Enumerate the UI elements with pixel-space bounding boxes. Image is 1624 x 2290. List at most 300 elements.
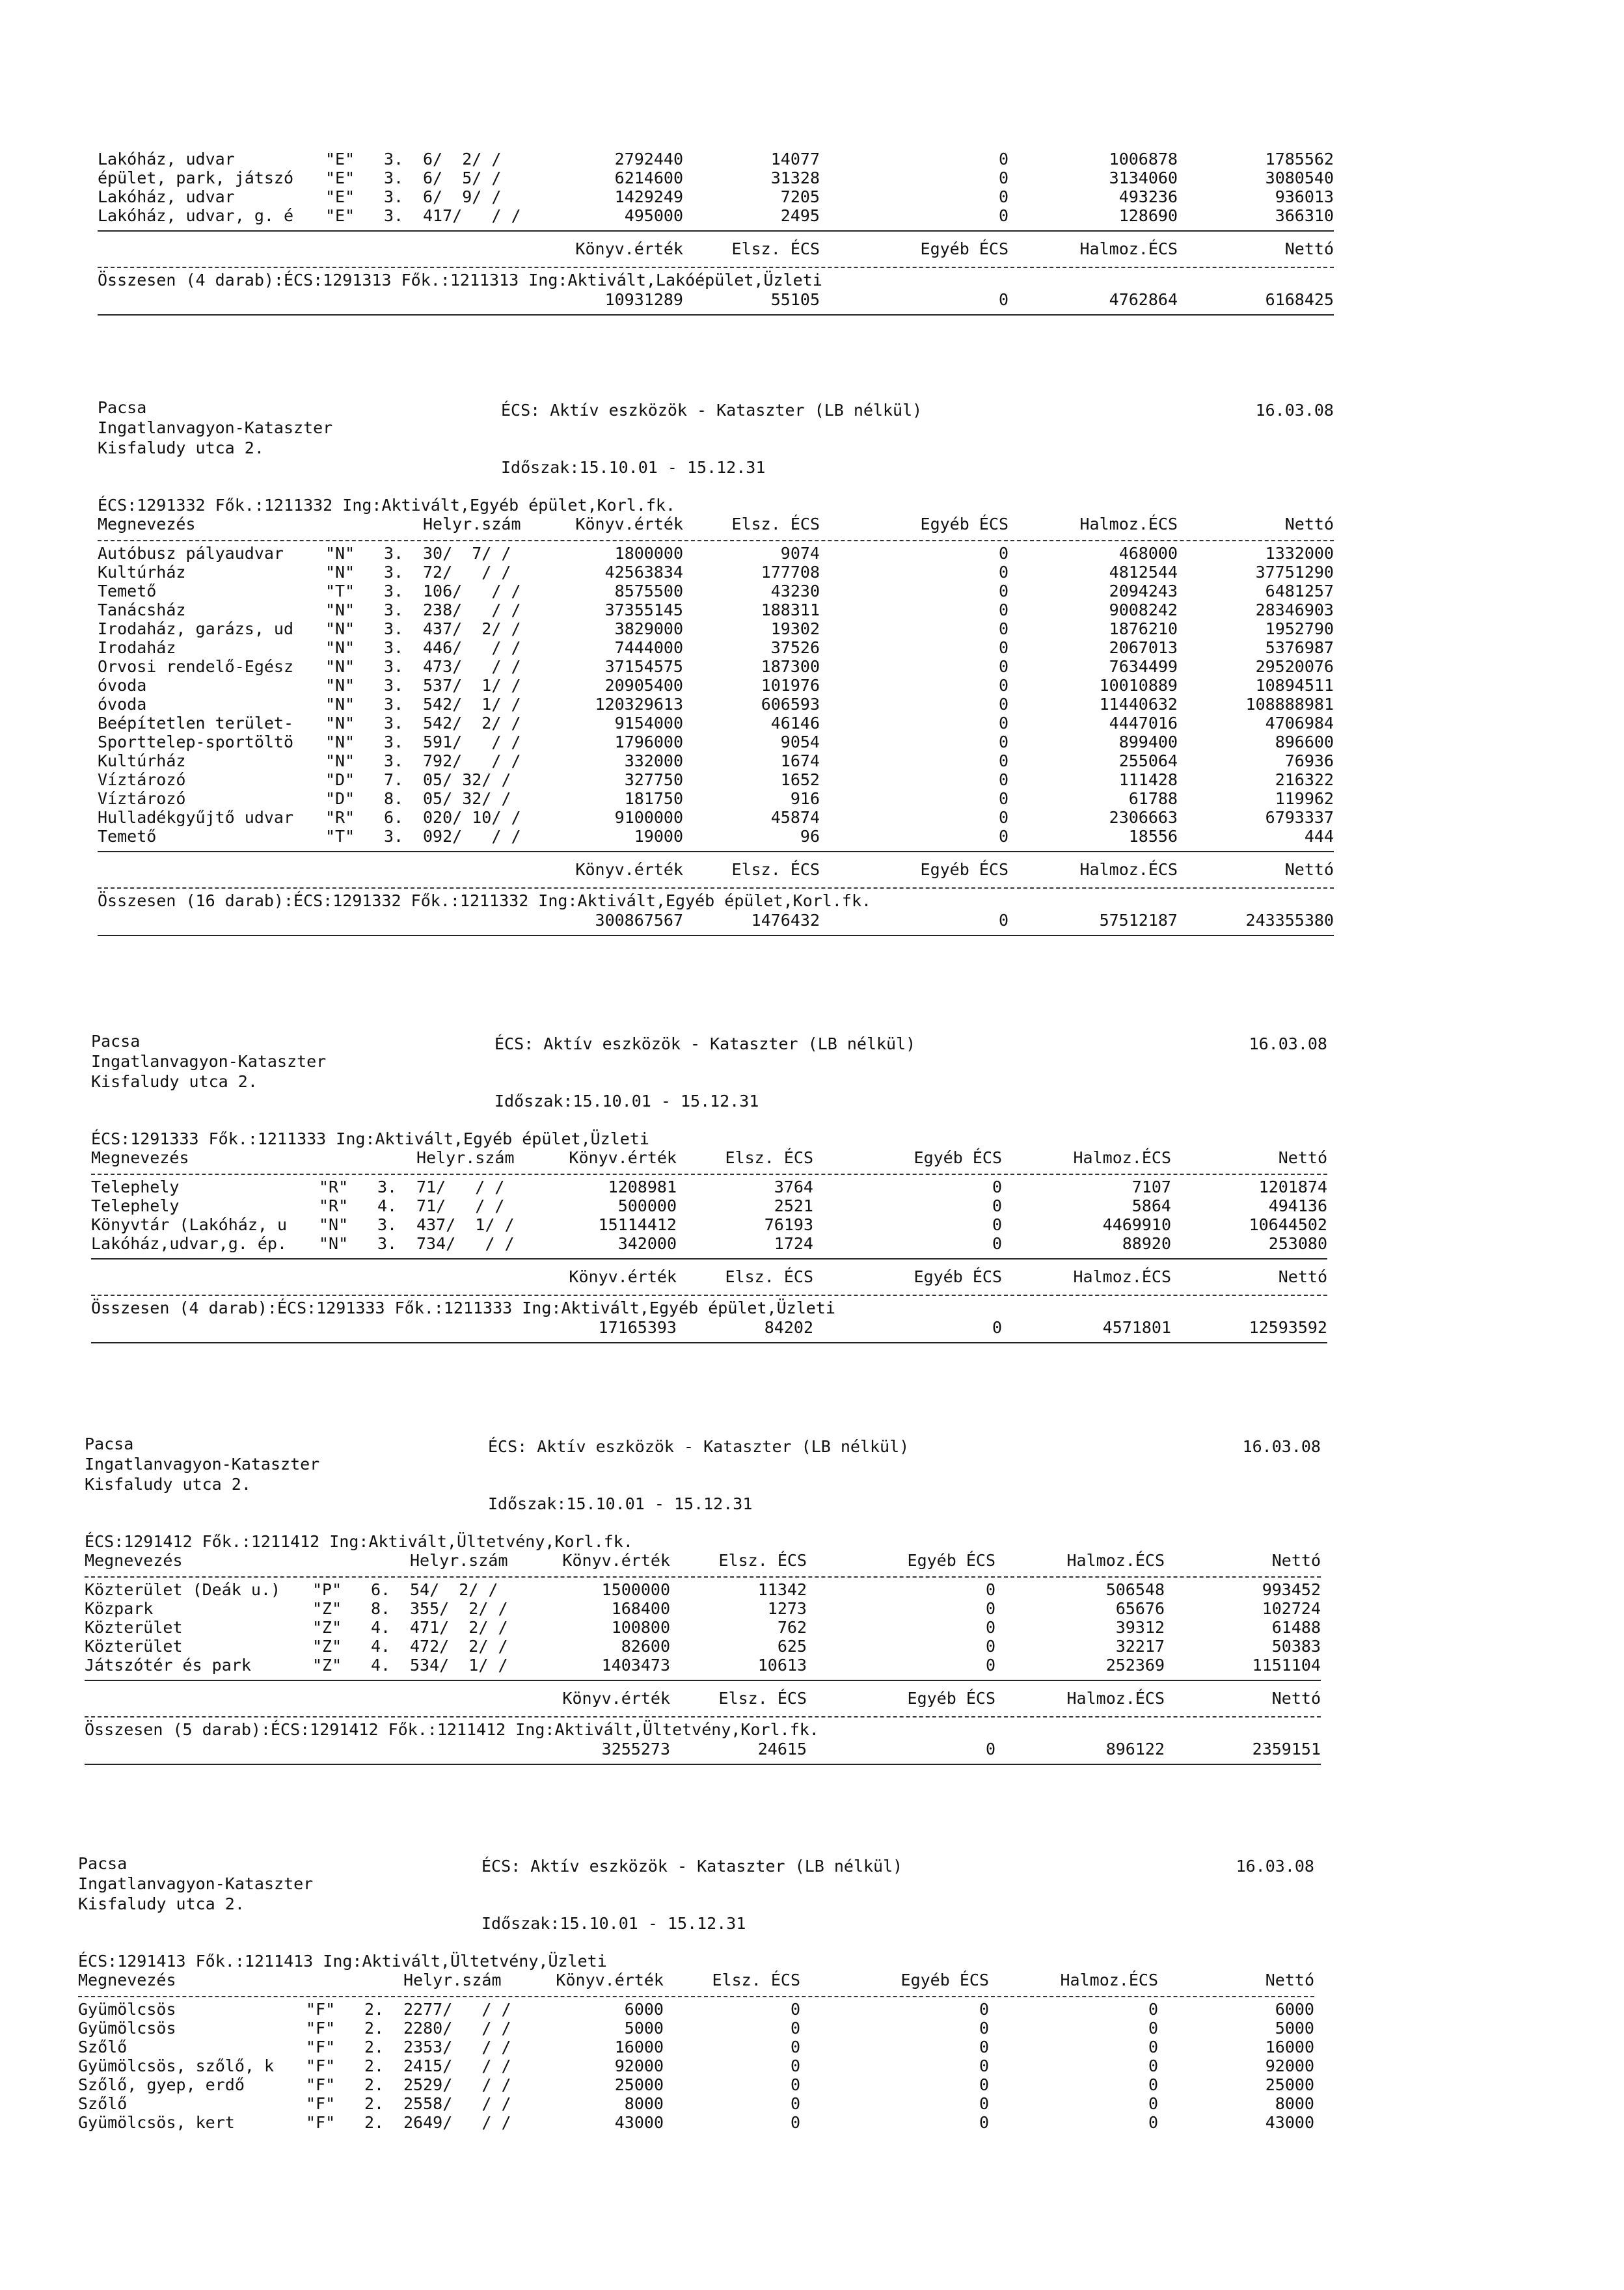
cell-elsz: 76193 <box>764 1215 813 1234</box>
cell-code: "N" <box>325 751 355 770</box>
cell-name: Közterület (Deák u.) <box>85 1580 281 1599</box>
table-row <box>78 2056 1314 2075</box>
cell-elsz: 0 <box>790 2113 800 2132</box>
cell-halmoz: 7634499 <box>1109 657 1178 676</box>
cell-name: Könyvtár (Lakóház, u <box>91 1215 288 1234</box>
total-egyeb: 0 <box>985 1740 995 1758</box>
cell-code: "T" <box>325 582 355 600</box>
cell-egyeb: 0 <box>998 751 1008 770</box>
cell-konyv: 327750 <box>624 770 683 789</box>
column-header <box>98 515 1334 533</box>
table-row <box>78 2019 1314 2038</box>
cell-netto: 16000 <box>1265 2038 1314 2056</box>
cell-code: "N" <box>325 695 355 714</box>
org-subtitle: Ingatlanvagyon-Kataszter <box>98 418 333 437</box>
cell-egyeb: 0 <box>979 2038 989 2056</box>
cell-konyv: 181750 <box>624 789 683 808</box>
cell-hrsz: 542/ 1/ / <box>423 695 521 714</box>
table-row <box>98 563 1334 582</box>
cell-num: 4. <box>371 1618 391 1637</box>
cell-elsz: 606593 <box>761 695 820 714</box>
cell-num: 3. <box>384 751 404 770</box>
report-date: 16.03.08 <box>1255 401 1334 420</box>
cell-code: "N" <box>325 733 355 751</box>
cell-code: "R" <box>325 808 355 827</box>
label-egyeb: Egyéb ÉCS <box>920 860 1008 879</box>
group-title: ÉCS:1291333 Fők.:1211333 Ing:Aktivált,Egyéb épület,Üzleti <box>91 1129 649 1148</box>
header-halmoz: Halmoz.ÉCS <box>1079 515 1178 533</box>
cell-name: Tanácsház <box>98 600 186 619</box>
cell-code: "F" <box>306 2019 336 2038</box>
top-block <box>98 150 1334 321</box>
report-section <box>98 398 1334 941</box>
top-rows <box>98 150 1334 225</box>
table-row <box>85 1618 1321 1637</box>
cell-name: Telephely <box>91 1178 180 1196</box>
cell-code: "F" <box>306 2094 336 2113</box>
cell-name: Játszótér és park <box>85 1656 251 1675</box>
cell-halmoz: 0 <box>1148 2113 1158 2132</box>
cell-egyeb: 0 <box>998 827 1008 846</box>
cell-num: 3. <box>384 714 404 733</box>
org-name: Pacsa <box>91 1032 141 1051</box>
cell-name: Beépítetlen terület- <box>98 714 294 733</box>
cell-egyeb: 0 <box>992 1178 1002 1196</box>
cell-hrsz: 092/ / / <box>423 827 521 846</box>
cell-hrsz: 2649/ / / <box>403 2113 511 2132</box>
rule <box>98 230 1334 232</box>
label-egyeb: Egyéb ÉCS <box>914 1267 1002 1286</box>
cell-name: Gyümölcsös <box>78 2019 176 2038</box>
cell-egyeb: 0 <box>998 563 1008 582</box>
table-row <box>98 827 1334 846</box>
cell-egyeb: 0 <box>979 2000 989 2019</box>
cell-halmoz: 0 <box>1148 2000 1158 2019</box>
cell-egyeb: 0 <box>979 2075 989 2094</box>
cell-hrsz: 437/ 2/ / <box>423 619 521 638</box>
cell-elsz: 9074 <box>780 544 820 563</box>
total-egyeb: 0 <box>998 290 1008 309</box>
cell-egyeb: 0 <box>985 1656 995 1675</box>
org-name: Pacsa <box>85 1435 134 1453</box>
summary-text: Összesen (5 darab):ÉCS:1291412 Fők.:1211412 Ing:Aktivált,Ültetvény,Korl.fk. <box>85 1720 819 1739</box>
report-title: ÉCS: Aktív eszközök - Kataszter (LB nélkül) <box>488 1437 910 1456</box>
cell-num: 2. <box>364 2113 385 2132</box>
cell-egyeb: 0 <box>998 187 1008 206</box>
report-period: Időszak:15.10.01 - 15.12.31 <box>494 1092 759 1111</box>
cell-code: "F" <box>306 2056 336 2075</box>
cell-name: Temető <box>98 582 157 600</box>
cell-elsz: 0 <box>790 2038 800 2056</box>
total-netto: 243355380 <box>1245 911 1334 930</box>
cell-hrsz: 2558/ / / <box>403 2094 511 2113</box>
cell-halmoz: 10010889 <box>1099 676 1178 695</box>
org-subtitle: Ingatlanvagyon-Kataszter <box>91 1052 327 1071</box>
header-name: Megnevezés <box>78 1971 176 1989</box>
cell-hrsz: 792/ / / <box>423 751 521 770</box>
cell-netto: 6481257 <box>1265 582 1334 600</box>
label-konyv: Könyv.érték <box>562 1689 670 1708</box>
total-elsz: 1476432 <box>751 911 820 930</box>
cell-egyeb: 0 <box>998 206 1008 225</box>
cell-konyv: 42563834 <box>604 563 683 582</box>
cell-hrsz: 2353/ / / <box>403 2038 511 2056</box>
cell-num: 3. <box>384 695 404 714</box>
cell-name: Szőlő, gyep, erdő <box>78 2075 245 2094</box>
table-row <box>85 1580 1321 1599</box>
cell-konyv: 9154000 <box>614 714 683 733</box>
cell-halmoz: 0 <box>1148 2094 1158 2113</box>
cell-netto: 61488 <box>1271 1618 1321 1637</box>
label-halmoz: Halmoz.ÉCS <box>1079 860 1178 879</box>
cell-num: 2. <box>364 2056 385 2075</box>
cell-code: "N" <box>325 714 355 733</box>
cell-name: épület, park, játszó <box>98 168 294 187</box>
table-row <box>98 582 1334 600</box>
cell-num: 2. <box>364 2094 385 2113</box>
report-section <box>91 1032 1327 1349</box>
report-header <box>91 1032 1327 1116</box>
cell-netto: 1201874 <box>1258 1178 1327 1196</box>
cell-egyeb: 0 <box>985 1637 995 1656</box>
cell-halmoz: 5864 <box>1131 1196 1171 1215</box>
org-address: Kisfaludy utca 2. <box>85 1475 251 1494</box>
dash-rule <box>91 1168 1327 1175</box>
table-row <box>98 695 1334 714</box>
report-date: 16.03.08 <box>1236 1857 1314 1876</box>
cell-elsz: 43230 <box>770 582 820 600</box>
cell-egyeb: 0 <box>998 695 1008 714</box>
cell-netto: 10644502 <box>1249 1215 1327 1234</box>
header-elsz: Elsz. ÉCS <box>731 515 820 533</box>
cell-konyv: 500000 <box>617 1196 677 1215</box>
cell-name: Közterület <box>85 1618 183 1637</box>
dash-rule <box>98 535 1334 541</box>
cell-code: "D" <box>325 770 355 789</box>
rule <box>98 851 1334 852</box>
cell-code: "R" <box>319 1178 349 1196</box>
cell-num: 2. <box>364 2019 385 2038</box>
label-konyv: Könyv.érték <box>575 239 683 258</box>
cell-num: 8. <box>371 1599 391 1618</box>
total-elsz: 55105 <box>770 290 820 309</box>
cell-egyeb: 0 <box>998 808 1008 827</box>
report-header <box>98 398 1334 483</box>
cell-egyeb: 0 <box>992 1215 1002 1234</box>
cell-elsz: 916 <box>790 789 820 808</box>
cell-hrsz: 30/ 7/ / <box>423 544 511 563</box>
table-row <box>98 676 1334 695</box>
cell-hrsz: 6/ 5/ / <box>423 168 502 187</box>
dash-rule <box>85 1571 1321 1578</box>
cell-netto: 896600 <box>1275 733 1334 751</box>
cell-konyv: 3829000 <box>614 619 683 638</box>
cell-egyeb: 0 <box>979 2094 989 2113</box>
total-konyv: 10931289 <box>604 290 683 309</box>
table-row <box>98 789 1334 808</box>
header-elsz: Elsz. ÉCS <box>718 1551 807 1570</box>
cell-num: 2. <box>364 2000 385 2019</box>
cell-code: "Z" <box>312 1599 342 1618</box>
cell-netto: 108888981 <box>1245 695 1334 714</box>
table-row <box>98 619 1334 638</box>
dash-rule <box>78 1991 1314 1997</box>
summary-text: Összesen (16 darab):ÉCS:1291332 Fők.:1211332 Ing:Aktivált,Egyéb épület,Korl.fk. <box>98 891 872 910</box>
cell-halmoz: 32217 <box>1115 1637 1165 1656</box>
cell-egyeb: 0 <box>985 1618 995 1637</box>
totals-row <box>85 1740 1321 1758</box>
cell-name: Lakóház, udvar, g. é <box>98 206 294 225</box>
label-netto: Nettó <box>1284 860 1334 879</box>
column-labels <box>98 857 1334 881</box>
totals-row <box>91 1318 1327 1337</box>
cell-name: Közpark <box>85 1599 154 1618</box>
cell-num: 3. <box>384 582 404 600</box>
cell-halmoz: 88920 <box>1122 1234 1171 1253</box>
cell-num: 3. <box>384 827 404 846</box>
header-konyv: Könyv.érték <box>562 1551 670 1570</box>
cell-name: Gyümölcsös <box>78 2000 176 2019</box>
cell-code: "Z" <box>312 1618 342 1637</box>
rule <box>91 1342 1327 1343</box>
cell-num: 8. <box>384 789 404 808</box>
cell-hrsz: 05/ 32/ / <box>423 770 511 789</box>
total-labels <box>98 237 1334 260</box>
header-elsz: Elsz. ÉCS <box>725 1148 813 1167</box>
cell-code: "T" <box>325 827 355 846</box>
cell-name: Gyümölcsös, szőlő, k <box>78 2056 275 2075</box>
cell-code: "D" <box>325 789 355 808</box>
cell-egyeb: 0 <box>985 1580 995 1599</box>
cell-konyv: 9100000 <box>614 808 683 827</box>
cell-konyv: 1796000 <box>614 733 683 751</box>
column-header <box>91 1148 1327 1167</box>
cell-egyeb: 0 <box>979 2056 989 2075</box>
rule <box>98 314 1334 316</box>
cell-num: 3. <box>384 638 404 657</box>
total-halmoz: 896122 <box>1105 1740 1165 1758</box>
org-subtitle: Ingatlanvagyon-Kataszter <box>78 1874 314 1893</box>
org-block <box>91 1032 326 1092</box>
cell-num: 3. <box>384 563 404 582</box>
cell-halmoz: 252369 <box>1105 1656 1165 1675</box>
cell-halmoz: 4447016 <box>1109 714 1178 733</box>
header-netto: Nettó <box>1278 1148 1327 1167</box>
total-netto: 2359151 <box>1252 1740 1321 1758</box>
header-hrsz: Helyr.szám <box>410 1551 508 1570</box>
cell-hrsz: 417/ / / <box>423 206 521 225</box>
cell-hrsz: 471/ 2/ / <box>410 1618 508 1637</box>
header-name: Megnevezés <box>85 1551 183 1570</box>
cell-konyv: 1208981 <box>608 1178 677 1196</box>
cell-code: "N" <box>319 1234 349 1253</box>
cell-hrsz: 238/ / / <box>423 600 521 619</box>
table-row <box>98 657 1334 676</box>
org-name: Pacsa <box>78 1854 128 1873</box>
cell-name: Víztározó <box>98 770 186 789</box>
table-row <box>78 2113 1314 2132</box>
report-title: ÉCS: Aktív eszközök - Kataszter (LB nélkül) <box>481 1857 903 1876</box>
cell-netto: 216322 <box>1275 770 1334 789</box>
header-halmoz: Halmoz.ÉCS <box>1066 1551 1165 1570</box>
cell-hrsz: 71/ / / <box>416 1178 505 1196</box>
cell-name: Lakóház, udvar <box>98 187 235 206</box>
cell-halmoz: 18556 <box>1128 827 1178 846</box>
cell-elsz: 0 <box>790 2056 800 2075</box>
cell-num: 3. <box>384 619 404 638</box>
cell-hrsz: 020/ 10/ / <box>423 808 521 827</box>
cell-konyv: 6000 <box>624 2000 664 2019</box>
cell-hrsz: 534/ 1/ / <box>410 1656 508 1675</box>
cell-halmoz: 506548 <box>1105 1580 1165 1599</box>
cell-code: "N" <box>325 676 355 695</box>
cell-netto: 28346903 <box>1255 600 1334 619</box>
cell-name: Sporttelep-sportöltö <box>98 733 294 751</box>
cell-egyeb: 0 <box>998 733 1008 751</box>
column-labels <box>91 1265 1327 1288</box>
total-konyv: 3255273 <box>601 1740 670 1758</box>
cell-halmoz: 0 <box>1148 2019 1158 2038</box>
cell-code: "N" <box>325 544 355 563</box>
group-title: ÉCS:1291412 Fők.:1211412 Ing:Aktivált,Ültetvény,Korl.fk. <box>85 1532 633 1551</box>
total-halmoz: 57512187 <box>1099 911 1178 930</box>
cell-hrsz: 437/ 1/ / <box>416 1215 515 1234</box>
cell-konyv: 100800 <box>611 1618 670 1637</box>
cell-num: 6. <box>371 1580 391 1599</box>
header-netto: Nettó <box>1284 515 1334 533</box>
cell-elsz: 11342 <box>757 1580 807 1599</box>
cell-egyeb: 0 <box>998 168 1008 187</box>
cell-name: Hulladékgyűjtő udvar <box>98 808 294 827</box>
cell-netto: 76936 <box>1284 751 1334 770</box>
cell-name: Lakóház,udvar,g. ép. <box>91 1234 288 1253</box>
cell-halmoz: 4812544 <box>1109 563 1178 582</box>
cell-halmoz: 2094243 <box>1109 582 1178 600</box>
cell-code: "E" <box>325 150 355 168</box>
cell-hrsz: 2280/ / / <box>403 2019 511 2038</box>
cell-konyv: 6214600 <box>614 168 683 187</box>
cell-name: Kultúrház <box>98 563 186 582</box>
group-title: ÉCS:1291332 Fők.:1211332 Ing:Aktivált,Egyéb épület,Korl.fk. <box>98 496 676 515</box>
table-row <box>98 733 1334 751</box>
org-block <box>98 398 332 459</box>
cell-hrsz: 54/ 2/ / <box>410 1580 498 1599</box>
table-row <box>98 187 1334 206</box>
cell-elsz: 188311 <box>761 600 820 619</box>
summary-text: Összesen (4 darab):ÉCS:1291333 Fők.:1211333 Ing:Aktivált,Egyéb épület,Üzleti <box>91 1299 835 1317</box>
dash-rule <box>98 262 1334 268</box>
column-header <box>78 1971 1314 1989</box>
cell-name: Víztározó <box>98 789 186 808</box>
cell-hrsz: 473/ / / <box>423 657 521 676</box>
cell-konyv: 120329613 <box>595 695 683 714</box>
cell-netto: 936013 <box>1275 187 1334 206</box>
label-konyv: Könyv.érték <box>569 1267 677 1286</box>
header-egyeb: Egyéb ÉCS <box>907 1551 995 1570</box>
total-egyeb: 0 <box>992 1318 1002 1337</box>
cell-netto: 29520076 <box>1255 657 1334 676</box>
cell-halmoz: 0 <box>1148 2056 1158 2075</box>
cell-netto: 25000 <box>1265 2075 1314 2094</box>
cell-num: 3. <box>377 1215 398 1234</box>
cell-halmoz: 11440632 <box>1099 695 1178 714</box>
dash-rule <box>98 882 1334 889</box>
cell-elsz: 187300 <box>761 657 820 676</box>
cell-egyeb: 0 <box>992 1234 1002 1253</box>
cell-egyeb: 0 <box>998 619 1008 638</box>
cell-hrsz: 2529/ / / <box>403 2075 511 2094</box>
report-period: Időszak:15.10.01 - 15.12.31 <box>501 458 766 477</box>
header-egyeb: Egyéb ÉCS <box>914 1148 1002 1167</box>
cell-konyv: 20905400 <box>604 676 683 695</box>
cell-halmoz: 111428 <box>1118 770 1178 789</box>
cell-elsz: 46146 <box>770 714 820 733</box>
table-row <box>98 206 1334 225</box>
cell-num: 4. <box>371 1637 391 1656</box>
cell-elsz: 0 <box>790 2075 800 2094</box>
cell-halmoz: 2306663 <box>1109 808 1178 827</box>
cell-konyv: 37355145 <box>604 600 683 619</box>
cell-name: óvoda <box>98 695 147 714</box>
cell-netto: 6000 <box>1275 2000 1314 2019</box>
header-halmoz: Halmoz.ÉCS <box>1073 1148 1171 1167</box>
table-row <box>78 2038 1314 2056</box>
label-egyeb: Egyéb ÉCS <box>907 1689 995 1708</box>
cell-netto: 10894511 <box>1255 676 1334 695</box>
totals-row <box>98 290 1334 309</box>
cell-num: 2. <box>364 2075 385 2094</box>
cell-code: "N" <box>325 563 355 582</box>
cell-hrsz: 6/ 9/ / <box>423 187 502 206</box>
total-netto: 6168425 <box>1265 290 1334 309</box>
table-row <box>85 1656 1321 1675</box>
cell-name: Telephely <box>91 1196 180 1215</box>
cell-num: 3. <box>384 733 404 751</box>
cell-konyv: 1403473 <box>601 1656 670 1675</box>
cell-netto: 5000 <box>1275 2019 1314 2038</box>
cell-code: "F" <box>306 2075 336 2094</box>
cell-netto: 6793337 <box>1265 808 1334 827</box>
cell-name: Irodaház, garázs, ud <box>98 619 294 638</box>
cell-netto: 1785562 <box>1265 150 1334 168</box>
cell-name: Irodaház <box>98 638 176 657</box>
cell-num: 3. <box>384 544 404 563</box>
cell-egyeb: 0 <box>998 789 1008 808</box>
cell-code: "N" <box>325 657 355 676</box>
table-row <box>98 600 1334 619</box>
cell-netto: 119962 <box>1275 789 1334 808</box>
cell-num: 3. <box>384 676 404 695</box>
table-row <box>91 1178 1327 1196</box>
org-block <box>85 1435 319 1495</box>
label-elsz: Elsz. ÉCS <box>725 1267 813 1286</box>
table-row <box>78 2000 1314 2019</box>
header-elsz: Elsz. ÉCS <box>712 1971 800 1989</box>
cell-egyeb: 0 <box>979 2113 989 2132</box>
total-konyv: 17165393 <box>598 1318 677 1337</box>
cell-netto: 494136 <box>1268 1196 1327 1215</box>
dash-rule <box>85 1711 1321 1717</box>
summary-text: Összesen (4 darab):ÉCS:1291313 Fők.:1211313 Ing:Aktivált,Lakóépület,Üzleti <box>98 271 822 290</box>
table-row <box>98 168 1334 187</box>
cell-halmoz: 468000 <box>1118 544 1178 563</box>
header-konyv: Könyv.érték <box>556 1971 664 1989</box>
cell-elsz: 9054 <box>780 733 820 751</box>
cell-hrsz: 355/ 2/ / <box>410 1599 508 1618</box>
cell-halmoz: 2067013 <box>1109 638 1178 657</box>
cell-elsz: 3764 <box>774 1178 813 1196</box>
header-name: Megnevezés <box>98 515 196 533</box>
